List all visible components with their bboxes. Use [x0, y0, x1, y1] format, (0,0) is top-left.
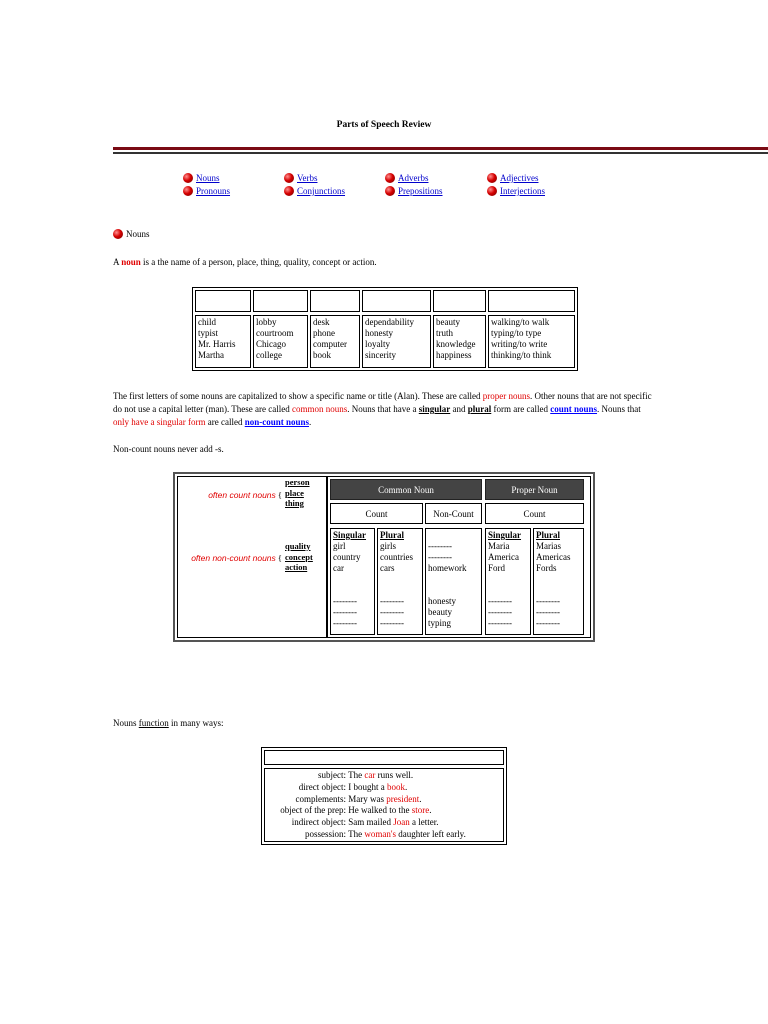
- function-text: in many ways:: [168, 718, 224, 728]
- cell-value: [428, 574, 479, 585]
- cell-value: Americas: [536, 552, 571, 562]
- function-example: .: [419, 794, 422, 804]
- nav-link[interactable]: Interjections: [500, 186, 545, 196]
- cell-value: car: [333, 563, 344, 573]
- function-highlight: store: [411, 805, 430, 815]
- group-word: quality: [285, 541, 311, 551]
- para-text: form are called: [491, 404, 551, 414]
- function-highlight: book: [387, 782, 405, 792]
- function-label: complements:: [295, 794, 346, 804]
- cell-value: Marias: [536, 541, 561, 551]
- example-word: courtroom: [256, 328, 294, 338]
- cell-value: --------: [488, 607, 512, 617]
- group-word: action: [285, 562, 308, 572]
- divider-dark: [113, 152, 768, 154]
- count-header-proper: Count: [485, 503, 584, 524]
- cell-value: --------: [536, 596, 560, 606]
- para-text: The first letters of some nouns are capitalized to show a specific name or title (Alan). These are called: [113, 391, 483, 401]
- cell-value: [536, 585, 581, 596]
- examples-header-cell: [362, 290, 431, 312]
- para-text: .: [309, 417, 312, 427]
- count-header: Count: [330, 503, 423, 524]
- cell-value: --------: [536, 607, 560, 617]
- example-word: happiness: [436, 350, 472, 360]
- cell-value: [536, 574, 581, 585]
- cell-value: [428, 585, 479, 596]
- function-example: daughter left early.: [395, 829, 466, 839]
- plural-common-column: [377, 528, 423, 635]
- example-word: Chicago: [256, 339, 286, 349]
- function-label: direct object:: [298, 782, 346, 792]
- plural-proper-column: [533, 528, 584, 635]
- noncount-note: Non-count nouns never add -s.: [113, 444, 224, 454]
- para-text: . Nouns that have a: [347, 404, 419, 414]
- page-title: Parts of Speech Review: [336, 120, 432, 130]
- def-text: is a the name of a person, place, thing, quality, concept or action.: [140, 257, 377, 267]
- examples-header-cell: [433, 290, 486, 312]
- singular-common-column: [330, 528, 375, 635]
- nav-item-interjections[interactable]: [487, 186, 545, 196]
- nav-item-conjunctions[interactable]: [284, 186, 345, 196]
- cell-value: [488, 574, 528, 585]
- group-word: place: [285, 487, 304, 498]
- function-example: runs well.: [375, 770, 414, 780]
- function-label: possession:: [304, 829, 346, 839]
- cell-value: [488, 585, 528, 596]
- function-example: a letter.: [409, 817, 439, 827]
- cell-value: homework: [428, 563, 467, 573]
- function-row-direct-object: [265, 782, 505, 794]
- red-bullet-icon: [487, 186, 497, 196]
- function-highlight: Joan: [393, 817, 410, 827]
- function-highlight: president: [386, 794, 420, 804]
- example-word: truth: [436, 328, 453, 338]
- cell-value: America: [488, 552, 519, 562]
- proper-common-paragraph: [113, 390, 653, 429]
- red-bullet-icon: [487, 173, 497, 183]
- example-word: walking/to walk: [491, 317, 550, 327]
- cell-value: Ford: [488, 563, 506, 573]
- cell-value: --------: [488, 618, 512, 628]
- example-word: knowledge: [436, 339, 476, 349]
- cell-value: countries: [380, 552, 413, 562]
- cell-value: --------: [333, 618, 357, 628]
- cell-value: cars: [380, 563, 395, 573]
- function-example: Mary was: [346, 794, 387, 804]
- example-word: college: [256, 350, 282, 360]
- red-bullet-icon: [113, 229, 123, 239]
- noncount-groups: [285, 541, 313, 573]
- function-example: The: [346, 770, 365, 780]
- function-highlight: car: [364, 770, 376, 780]
- often-count-label: often count nouns {: [208, 490, 282, 500]
- function-line: [113, 718, 224, 728]
- example-word: lobby: [256, 317, 277, 327]
- examples-header-cell: [253, 290, 308, 312]
- examples-column: [488, 315, 575, 368]
- function-example: Sam mailed: [346, 817, 394, 827]
- nav-item-verbs[interactable]: [284, 173, 318, 183]
- def-keyword: noun: [121, 257, 141, 267]
- proper-noun-header: Proper Noun: [485, 479, 584, 500]
- example-word: Martha: [198, 350, 224, 360]
- examples-column: [310, 315, 360, 368]
- function-keyword: function: [138, 718, 169, 728]
- para-keyword-plural: plural: [467, 404, 492, 414]
- cell-value: Maria: [488, 541, 510, 551]
- nav-link[interactable]: Nouns: [196, 173, 220, 183]
- cell-value: --------: [333, 607, 357, 617]
- often-noncount-label: often non-count nouns {: [191, 553, 282, 563]
- column-header: Singular: [333, 530, 367, 540]
- red-bullet-icon: [385, 173, 395, 183]
- cell-value: --------: [428, 541, 452, 551]
- cell-value: [380, 574, 420, 585]
- nav-item-adverbs[interactable]: [385, 173, 429, 183]
- example-word: child: [198, 317, 216, 327]
- cell-value: --------: [380, 618, 404, 628]
- cell-value: --------: [380, 596, 404, 606]
- para-keyword-common-nouns: common nouns: [292, 404, 348, 414]
- function-label: subject:: [318, 770, 346, 780]
- cell-value: [380, 585, 420, 596]
- example-word: beauty: [436, 317, 460, 327]
- para-text: . Other nouns that are not specific do not use a capital letter (man). These are called: [113, 391, 652, 414]
- nav-item-pronouns[interactable]: [183, 186, 230, 196]
- nav-link[interactable]: Verbs: [297, 173, 318, 183]
- section-heading-text: Nouns: [126, 229, 150, 239]
- cell-value: country: [333, 552, 361, 562]
- divider-red: [113, 147, 768, 150]
- function-example: I bought a: [346, 782, 387, 792]
- nav-link[interactable]: Adverbs: [398, 173, 429, 183]
- group-word: person: [285, 477, 310, 487]
- example-word: book: [313, 350, 331, 360]
- example-word: desk: [313, 317, 330, 327]
- examples-column: [195, 315, 251, 368]
- noun-definition: [113, 257, 377, 267]
- cell-value: girls: [380, 541, 397, 551]
- example-word: writing/to write: [491, 339, 548, 349]
- cell-value: typing: [428, 618, 452, 628]
- red-bullet-icon: [385, 186, 395, 196]
- nav-link[interactable]: Prepositions: [398, 186, 443, 196]
- cell-value: --------: [380, 607, 404, 617]
- count-groups: [285, 477, 310, 509]
- example-word: thinking/to think: [491, 350, 552, 360]
- para-text: . Nouns that: [597, 404, 641, 414]
- example-word: Mr. Harris: [198, 339, 236, 349]
- section-heading-nouns: [113, 229, 150, 239]
- cell-value: --------: [488, 596, 512, 606]
- cell-value: [428, 530, 479, 541]
- function-row-possession: [265, 829, 505, 841]
- cell-value: girl: [333, 541, 346, 551]
- example-word: computer: [313, 339, 347, 349]
- column-header: Singular: [488, 530, 522, 540]
- para-keyword-count-nouns: count nouns: [550, 404, 598, 414]
- function-row-indirect-object: [265, 817, 505, 829]
- example-word: sincerity: [365, 350, 396, 360]
- example-word: phone: [313, 328, 335, 338]
- function-row-subject: [265, 770, 505, 782]
- column-header: Plural: [536, 530, 560, 540]
- function-label: indirect object:: [291, 817, 346, 827]
- function-example: He walked to the: [346, 805, 412, 815]
- nav-link[interactable]: Conjunctions: [297, 186, 346, 196]
- cell-value: --------: [428, 552, 452, 562]
- singular-proper-column: [485, 528, 531, 635]
- red-bullet-icon: [284, 173, 294, 183]
- example-word: typing/to type: [491, 328, 542, 338]
- noncount-header: Non-Count: [425, 503, 482, 524]
- nav-item-nouns[interactable]: [183, 173, 220, 183]
- examples-column: [433, 315, 486, 368]
- para-keyword-singular: singular: [418, 404, 451, 414]
- para-text: and: [450, 404, 468, 414]
- cell-value: --------: [333, 596, 357, 606]
- examples-header-cell: [195, 290, 251, 312]
- red-bullet-icon: [284, 186, 294, 196]
- cell-value: [333, 585, 372, 596]
- red-bullet-icon: [183, 186, 193, 196]
- para-text: are called: [205, 417, 245, 427]
- example-word: typist: [198, 328, 219, 338]
- cell-value: [333, 574, 372, 585]
- function-text: Nouns: [113, 718, 139, 728]
- function-example: .: [429, 805, 432, 815]
- cell-value: --------: [536, 618, 560, 628]
- red-bullet-icon: [183, 173, 193, 183]
- examples-column: [253, 315, 308, 368]
- function-highlight: woman's: [364, 829, 396, 839]
- function-row-object-of-prep: [265, 805, 505, 817]
- nav-link[interactable]: Adjectives: [500, 173, 539, 183]
- common-noun-header: Common Noun: [330, 479, 482, 500]
- example-word: loyalty: [365, 339, 390, 349]
- function-example: The: [346, 829, 365, 839]
- examples-header-cell: [488, 290, 575, 312]
- nav-item-adjectives[interactable]: [487, 173, 539, 183]
- examples-header-cell: [310, 290, 360, 312]
- noncount-column: [425, 528, 482, 635]
- cell-value: beauty: [428, 607, 452, 617]
- nav-link[interactable]: Pronouns: [196, 186, 231, 196]
- para-keyword-non-count-nouns: non-count nouns: [244, 417, 309, 427]
- column-header: Plural: [380, 530, 404, 540]
- functions-header-cell: [264, 750, 504, 765]
- example-word: honesty: [365, 328, 393, 338]
- para-keyword-proper-nouns: proper nouns: [482, 391, 530, 401]
- group-word: thing: [285, 498, 304, 508]
- para-keyword-singular-form: only have a singular form: [113, 417, 206, 427]
- examples-column: [362, 315, 431, 368]
- cell-value: Fords: [536, 563, 557, 573]
- function-row-complements: [265, 794, 505, 806]
- cell-value: honesty: [428, 596, 456, 606]
- group-word: concept: [285, 551, 313, 562]
- def-text: A: [113, 257, 122, 267]
- function-example: .: [405, 782, 408, 792]
- function-label: object of the prep:: [280, 805, 346, 815]
- example-word: dependability: [365, 317, 414, 327]
- nav-item-prepositions[interactable]: [385, 186, 443, 196]
